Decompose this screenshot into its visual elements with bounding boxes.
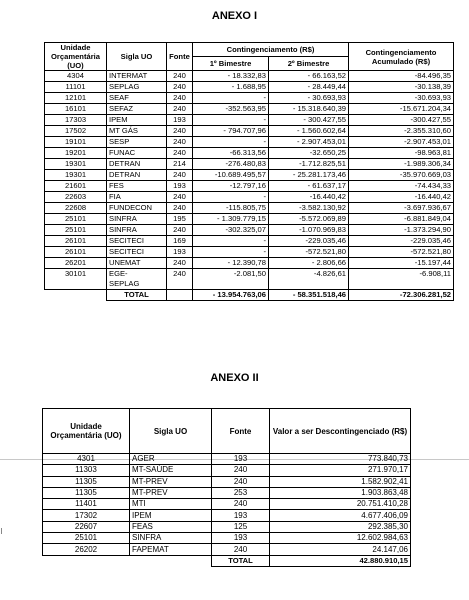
bimestre-2-cell: -572.521,80: [269, 247, 349, 258]
bimestre-2-cell: - 30.693,93: [269, 93, 349, 104]
total-label: TOTAL: [107, 290, 167, 301]
table-row: [45, 236, 454, 247]
header-acumulado: Contingenciamento Acumulado (R$): [349, 43, 454, 71]
sigla-cell: SECITECI: [107, 236, 167, 247]
acumulado-cell: -74.434,33: [349, 181, 454, 192]
table-row: [45, 214, 454, 225]
acumulado-cell: -30.693,93: [349, 93, 454, 104]
table-row: [43, 465, 411, 476]
acumulado-cell: -6.881.849,04: [349, 214, 454, 225]
sigla-cell: SINFRA: [107, 225, 167, 236]
fonte-cell: 240: [167, 269, 193, 290]
uo-cell: 19201: [45, 148, 107, 159]
bimestre-2-cell: -4.826,61: [269, 269, 349, 290]
table-row: [43, 499, 411, 510]
table-row: [43, 533, 411, 544]
bimestre-2-cell: - 2.907.453,01: [269, 137, 349, 148]
sigla-cell: SEFAZ: [107, 104, 167, 115]
table-row: [45, 247, 454, 258]
uo-cell: 11305: [43, 487, 130, 498]
bimestre-2-cell: -3.582.130,92: [269, 203, 349, 214]
total-bimestre-2: - 58.351.518,46: [269, 290, 349, 301]
fonte-cell: 193: [167, 247, 193, 258]
bimestre-1-cell: -2.081,50: [193, 269, 269, 290]
uo-cell: 25101: [45, 225, 107, 236]
annex1-body: [45, 71, 454, 290]
bimestre-1-cell: -: [193, 236, 269, 247]
fonte-cell: 193: [212, 510, 270, 521]
annex1-total-row: [45, 290, 454, 301]
valor-cell: 1.903.863,48: [270, 487, 411, 498]
annex2-body: [43, 454, 411, 556]
header-bimestre-1: 1º Bimestre: [193, 57, 269, 71]
fonte-cell: 240: [167, 170, 193, 181]
fonte-cell: 240: [167, 71, 193, 82]
uo-cell: 11101: [45, 82, 107, 93]
sigla-cell: MT-PREV: [130, 487, 212, 498]
total2-valor: 42.880.910,15: [270, 555, 411, 566]
acumulado-cell: -98.963,81: [349, 148, 454, 159]
bimestre-2-cell: - 25.281.173,46: [269, 170, 349, 181]
fonte-cell: 240: [167, 126, 193, 137]
uo-cell: 26201: [45, 258, 107, 269]
table-row: [45, 192, 454, 203]
uo-cell: 16101: [45, 104, 107, 115]
acumulado-cell: -1.373.294,90: [349, 225, 454, 236]
fonte-cell: 240: [212, 465, 270, 476]
sigla-cell: MT-SAÚDE: [130, 465, 212, 476]
total-fonte: [167, 290, 193, 301]
sigla-cell: DETRAN: [107, 159, 167, 170]
sigla-cell: AGER: [130, 454, 212, 465]
table-row: [45, 225, 454, 236]
uo-cell: 17303: [45, 115, 107, 126]
uo-cell: 21601: [45, 181, 107, 192]
uo-cell: 22608: [45, 203, 107, 214]
header-unidade: Unidade Orçamentária (UO): [45, 43, 107, 71]
uo-cell: 26202: [43, 544, 130, 555]
bimestre-1-cell: -276.480,83: [193, 159, 269, 170]
bimestre-1-cell: -302.325,07: [193, 225, 269, 236]
valor-cell: 4.677.406,09: [270, 510, 411, 521]
fonte-cell: 125: [212, 521, 270, 532]
fonte-cell: 240: [167, 148, 193, 159]
table-row: [45, 203, 454, 214]
uo-cell: 26101: [45, 236, 107, 247]
bimestre-1-cell: - 1.688,95: [193, 82, 269, 93]
acumulado-cell: -30.138,39: [349, 82, 454, 93]
table-row: [43, 521, 411, 532]
header-fonte: Fonte: [167, 43, 193, 71]
table-row: [45, 170, 454, 181]
table-row: [45, 115, 454, 126]
bimestre-2-cell: - 1.560.602,64: [269, 126, 349, 137]
bimestre-1-cell: -: [193, 192, 269, 203]
sigla-cell: DETRAN: [107, 170, 167, 181]
bimestre-1-cell: -352.563,95: [193, 104, 269, 115]
header2-valor: Valor a ser Descontingenciado (R$): [270, 409, 411, 454]
table-row: [45, 71, 454, 82]
uo-cell: 26101: [45, 247, 107, 258]
bimestre-1-cell: -: [193, 247, 269, 258]
sigla-line-1: EGE-: [109, 269, 128, 278]
table-row: [43, 476, 411, 487]
uo-cell: 4304: [45, 71, 107, 82]
bimestre-1-cell: -12.797,16: [193, 181, 269, 192]
acumulado-cell: -572.521,80: [349, 247, 454, 258]
sigla-cell: [107, 269, 167, 290]
uo-cell: 30101: [45, 269, 107, 290]
bimestre-2-cell: - 66.163,52: [269, 71, 349, 82]
acumulado-cell: -6.908,11: [349, 269, 454, 290]
total2-blank-2: [130, 555, 212, 566]
total2-label: TOTAL: [212, 555, 270, 566]
bimestre-2-cell: -32.650,25: [269, 148, 349, 159]
uo-cell: 11305: [43, 476, 130, 487]
acumulado-cell: -35.970.669,03: [349, 170, 454, 181]
bimestre-2-cell: -1.070.969,83: [269, 225, 349, 236]
valor-cell: 271.970,17: [270, 465, 411, 476]
uo-cell: 11401: [43, 499, 130, 510]
fonte-cell: 240: [167, 258, 193, 269]
uo-cell: 11303: [43, 465, 130, 476]
bimestre-2-cell: -1.712.825,51: [269, 159, 349, 170]
sigla-cell: MTI: [130, 499, 212, 510]
acumulado-cell: -16.440,42: [349, 192, 454, 203]
bimestre-2-cell: -16.440,42: [269, 192, 349, 203]
header-sigla: Sigla UO: [107, 43, 167, 71]
bimestre-1-cell: -: [193, 115, 269, 126]
table-row: [45, 269, 454, 290]
bimestre-1-cell: -: [193, 137, 269, 148]
valor-cell: 1.582.902,41: [270, 476, 411, 487]
fonte-cell: 169: [167, 236, 193, 247]
acumulado-cell: -229.035,46: [349, 236, 454, 247]
table-row: [45, 82, 454, 93]
table-row: [43, 544, 411, 555]
header-bimestre-2: 2º Bimestre: [269, 57, 349, 71]
annex1-table: [44, 42, 454, 301]
total-bimestre-1: - 13.954.763,06: [193, 290, 269, 301]
uo-cell: 25101: [43, 533, 130, 544]
table-row: [45, 104, 454, 115]
acumulado-cell: -15.197,44: [349, 258, 454, 269]
sigla-cell: INTERMAT: [107, 71, 167, 82]
annex2-title: ANEXO II: [210, 372, 259, 384]
uo-cell: 12101: [45, 93, 107, 104]
uo-cell: 19301: [45, 170, 107, 181]
fonte-cell: 240: [167, 192, 193, 203]
sigla-cell: FAPEMAT: [130, 544, 212, 555]
fonte-cell: 193: [167, 181, 193, 192]
bimestre-1-cell: - 794.707,96: [193, 126, 269, 137]
margin-mark: [1, 528, 2, 534]
fonte-cell: 214: [167, 159, 193, 170]
bimestre-1-cell: -66.313,56: [193, 148, 269, 159]
annex1-title: ANEXO I: [211, 10, 258, 22]
sigla-cell: FUNAC: [107, 148, 167, 159]
fonte-cell: 253: [212, 487, 270, 498]
bimestre-1-cell: - 1.309.779,15: [193, 214, 269, 225]
annex2-total-row: [43, 555, 411, 566]
table-row: [43, 454, 411, 465]
total-blank: [45, 290, 107, 301]
sigla-cell: SEAF: [107, 93, 167, 104]
total-acumulado: -72.306.281,52: [349, 290, 454, 301]
fonte-cell: 193: [212, 454, 270, 465]
fonte-cell: 240: [167, 225, 193, 236]
sigla-cell: IPEM: [107, 115, 167, 126]
sigla-cell: SEPLAG: [107, 82, 167, 93]
sigla-cell: SINFRA: [130, 533, 212, 544]
bimestre-2-cell: - 15.318.640,39: [269, 104, 349, 115]
uo-cell: 19301: [45, 159, 107, 170]
table-row: [45, 148, 454, 159]
sigla-cell: FUNDECON: [107, 203, 167, 214]
bimestre-2-cell: -229.035,46: [269, 236, 349, 247]
annex2-table: [42, 408, 411, 567]
table-row: [45, 159, 454, 170]
table-row: [45, 258, 454, 269]
sigla-cell: SESP: [107, 137, 167, 148]
uo-cell: 22603: [45, 192, 107, 203]
acumulado-cell: -2.907.453,01: [349, 137, 454, 148]
valor-cell: 24.147,06: [270, 544, 411, 555]
bimestre-2-cell: - 300.427,55: [269, 115, 349, 126]
sigla-cell: IPEM: [130, 510, 212, 521]
acumulado-cell: -84.496,35: [349, 71, 454, 82]
table-row: [45, 126, 454, 137]
sigla-cell: MT-PREV: [130, 476, 212, 487]
bimestre-2-cell: - 28.449,44: [269, 82, 349, 93]
sigla-cell: SECITECI: [107, 247, 167, 258]
uo-cell: 19101: [45, 137, 107, 148]
fonte-cell: 240: [167, 104, 193, 115]
sigla-cell: FIA: [107, 192, 167, 203]
sigla-cell: SINFRA: [107, 214, 167, 225]
total2-blank: [43, 555, 130, 566]
fonte-cell: 193: [212, 533, 270, 544]
bimestre-1-cell: - 12.390,78: [193, 258, 269, 269]
uo-cell: 25101: [45, 214, 107, 225]
fonte-cell: 240: [212, 476, 270, 487]
table-row: [45, 137, 454, 148]
bimestre-1-cell: -115.805,75: [193, 203, 269, 214]
valor-cell: 292.385,30: [270, 521, 411, 532]
uo-cell: 22607: [43, 521, 130, 532]
uo-cell: 17502: [45, 126, 107, 137]
bimestre-1-cell: -10.689.495,57: [193, 170, 269, 181]
acumulado-cell: -3.697.936,67: [349, 203, 454, 214]
uo-cell: 17302: [43, 510, 130, 521]
fonte-cell: 193: [167, 115, 193, 126]
uo-cell: 4301: [43, 454, 130, 465]
acumulado-cell: -1.989.306,34: [349, 159, 454, 170]
table-row: [43, 510, 411, 521]
fonte-cell: 240: [212, 544, 270, 555]
fonte-cell: 195: [167, 214, 193, 225]
table-row: [45, 181, 454, 192]
table-row: [43, 487, 411, 498]
table-row: [45, 93, 454, 104]
fonte-cell: 240: [167, 203, 193, 214]
bimestre-2-cell: - 61.637,17: [269, 181, 349, 192]
sigla-cell: MT GÁS: [107, 126, 167, 137]
bimestre-2-cell: - 2.806,66: [269, 258, 349, 269]
fonte-cell: 240: [167, 82, 193, 93]
fonte-cell: 240: [212, 499, 270, 510]
header2-sigla: Sigla UO: [130, 409, 212, 454]
sigla-cell: FEAS: [130, 521, 212, 532]
bimestre-1-cell: - 18.332,83: [193, 71, 269, 82]
acumulado-cell: -15.671.204,34: [349, 104, 454, 115]
header2-unidade: Unidade Orçamentária (UO): [43, 409, 130, 454]
fonte-cell: 240: [167, 137, 193, 148]
fonte-cell: 240: [167, 93, 193, 104]
valor-cell: 773.840,73: [270, 454, 411, 465]
bimestre-1-cell: -: [193, 93, 269, 104]
acumulado-cell: -2.355.310,60: [349, 126, 454, 137]
valor-cell: 12.602.984,63: [270, 533, 411, 544]
bimestre-2-cell: -5.572.069,89: [269, 214, 349, 225]
valor-cell: 20.751.410,28: [270, 499, 411, 510]
sigla-cell: UNEMAT: [107, 258, 167, 269]
acumulado-cell: -300.427,55: [349, 115, 454, 126]
sigla-line-2: SEPLAG: [109, 279, 140, 288]
sigla-cell: FES: [107, 181, 167, 192]
header2-fonte: Fonte: [212, 409, 270, 454]
header-contingenciamento: Contingenciamento (R$): [193, 43, 349, 57]
